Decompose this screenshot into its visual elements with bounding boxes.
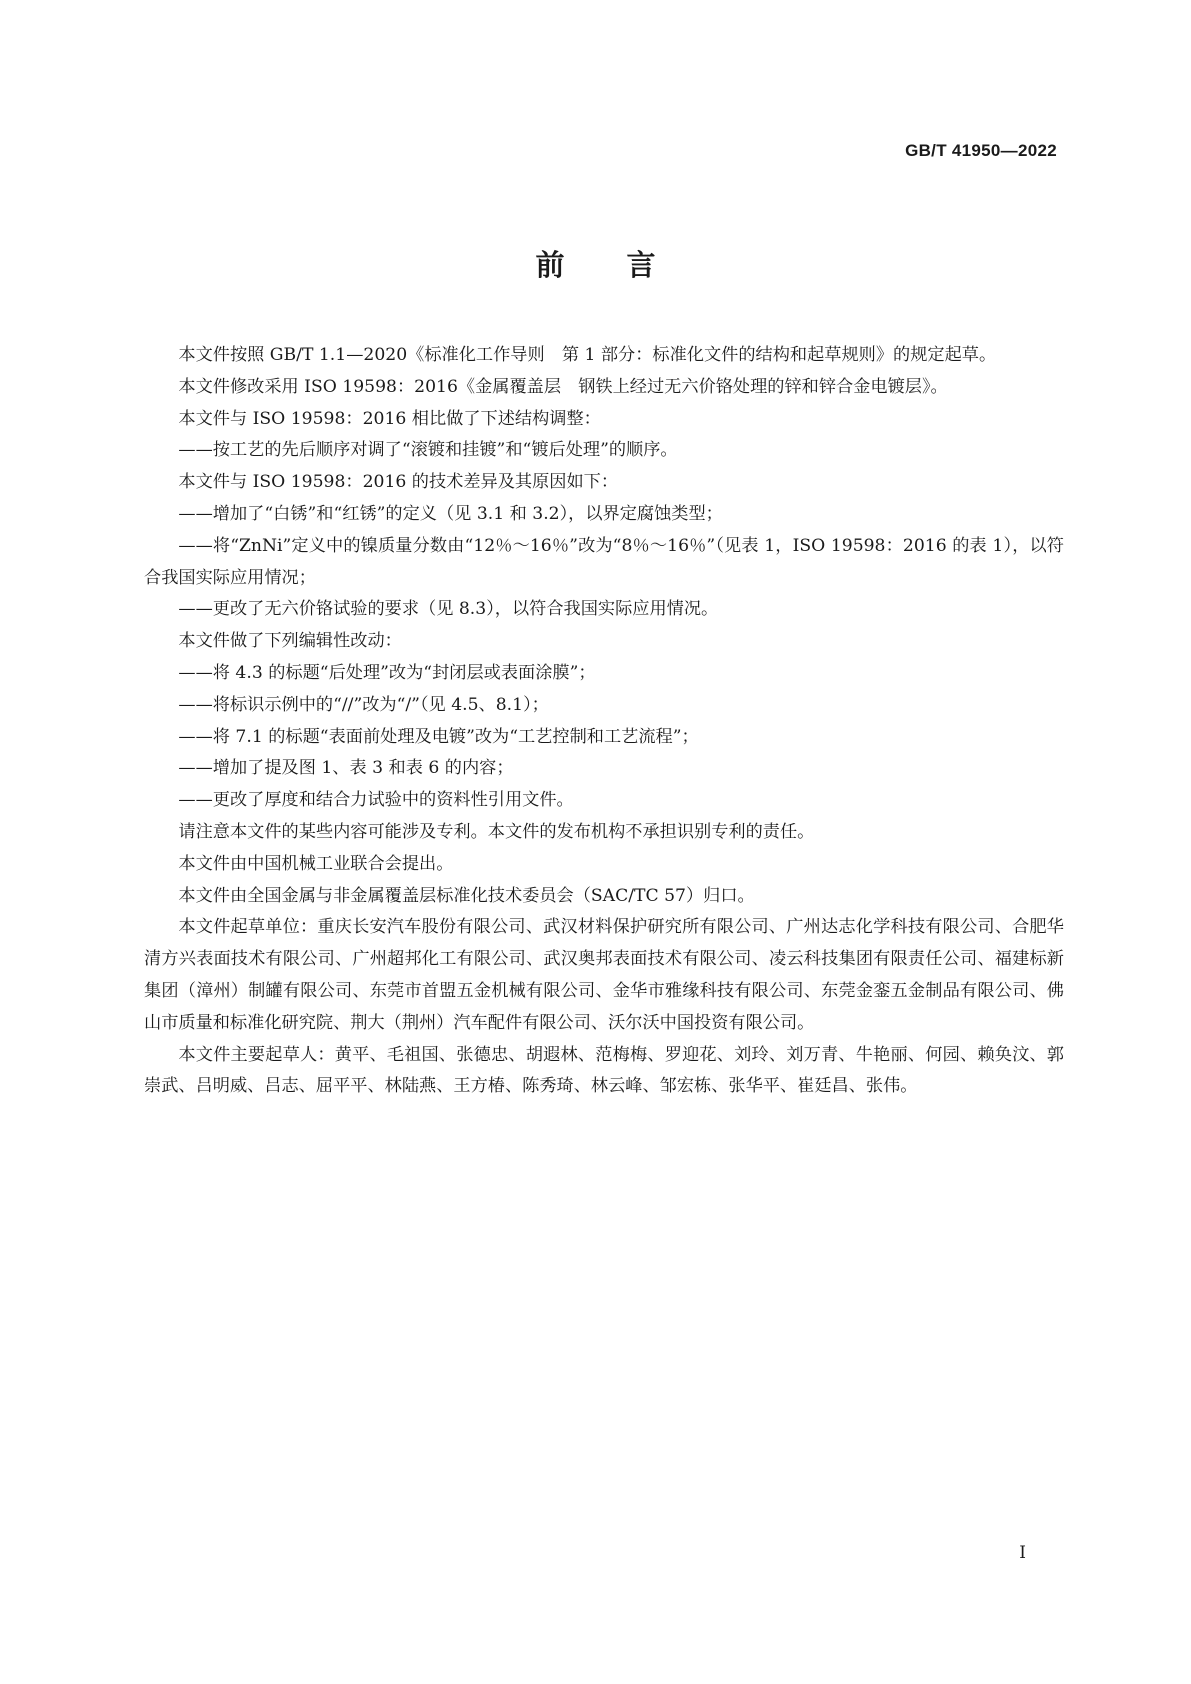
list-item: ——将“ZnNi”定义中的镍质量分数由“12％～16％”改为“8％～16％”（见表 1，ISO 19598：2016 的表 1），以符合我国实际应用情况； — [144, 535, 1064, 588]
paragraph-drafting-rules: 本文件按照 GB/T 1.1—2020《标准化工作导则 第 1 部分：标准化文件的结构和起草规则》的规定起草。 — [178, 345, 997, 365]
page-number: I — [1019, 1543, 1026, 1563]
paragraph-drafters: 本文件主要起草人：黄平、毛祖国、张德忠、胡遐林、范梅梅、罗迎花、刘玲、刘万青、牛艳丽、何园、赖奂汶、郭崇武、吕明威、吕志、屈平平、林陆燕、王方椿、陈秀琦、林云峰、邹宏栋、张华平、崔廷昌、张伟。 — [144, 1044, 1064, 1097]
paragraph-adoption: 本文件修改采用 ISO 19598：2016《金属覆盖层 钢铁上经过无六价铬处理的锌和锌合金电镀层》。 — [178, 376, 948, 397]
paragraph-editorial-changes-intro: 本文件做了下列编辑性改动： — [178, 631, 402, 652]
list-item: ——增加了“白锈”和“红锈”的定义（见 3.1 和 3.2），以界定腐蚀类型； — [178, 503, 723, 524]
paragraph-proposer: 本文件由中国机械工业联合会提出。 — [178, 853, 454, 874]
list-item: ——更改了无六价铬试验的要求（见 8.3），以符合我国实际应用情况。 — [178, 599, 719, 620]
paragraph-patent-notice: 请注意本文件的某些内容可能涉及专利。本文件的发布机构不承担识别专利的责任。 — [178, 821, 815, 842]
paragraph-technical-differences-intro: 本文件与 ISO 19598：2016 的技术差异及其原因如下： — [178, 472, 619, 493]
document-number: GB/T 41950—2022 — [905, 141, 1057, 160]
list-item: ——增加了提及图 1、表 3 和表 6 的内容； — [178, 758, 514, 779]
paragraph-structural-changes-intro: 本文件与 ISO 19598：2016 相比做了下述结构调整： — [178, 408, 601, 429]
list-item: ——将标识示例中的“//”改为“/”（见 4.5、8.1）； — [178, 694, 549, 715]
paragraph-drafting-units: 本文件起草单位：重庆长安汽车股份有限公司、武汉材料保护研究所有限公司、广州达志化学科技有限公司、合肥华清方兴表面技术有限公司、广州超邦化工有限公司、武汉奥邦表面技术有限公司、凌云科技集团有限责任公司、福建标新集团（漳州）制罐有限公司、东莞市首盟五金机械有限公司、金华市雅缘科技有限公司、东莞金銮五金制品有限公司、佛山市质量和标准化研究院、荆大（荆州）汽车配件有限公司、沃尔沃中国投资有限公司。 — [144, 917, 1064, 1033]
page-title: 前言 — [535, 248, 718, 282]
list-item: ——按工艺的先后顺序对调了“滚镀和挂镀”和“镀后处理”的顺序。 — [178, 440, 678, 461]
list-item: ——更改了厚度和结合力试验中的资料性引用文件。 — [178, 790, 574, 811]
list-item: ——将 4.3 的标题“后处理”改为“封闭层或表面涂膜”； — [178, 662, 596, 683]
list-item: ——将 7.1 的标题“表面前处理及电镀”改为“工艺控制和工艺流程”； — [178, 726, 699, 747]
paragraph-technical-committee: 本文件由全国金属与非金属覆盖层标准化技术委员会（SAC/TC 57）归口。 — [178, 885, 755, 906]
foreword-body — [144, 340, 1064, 1103]
